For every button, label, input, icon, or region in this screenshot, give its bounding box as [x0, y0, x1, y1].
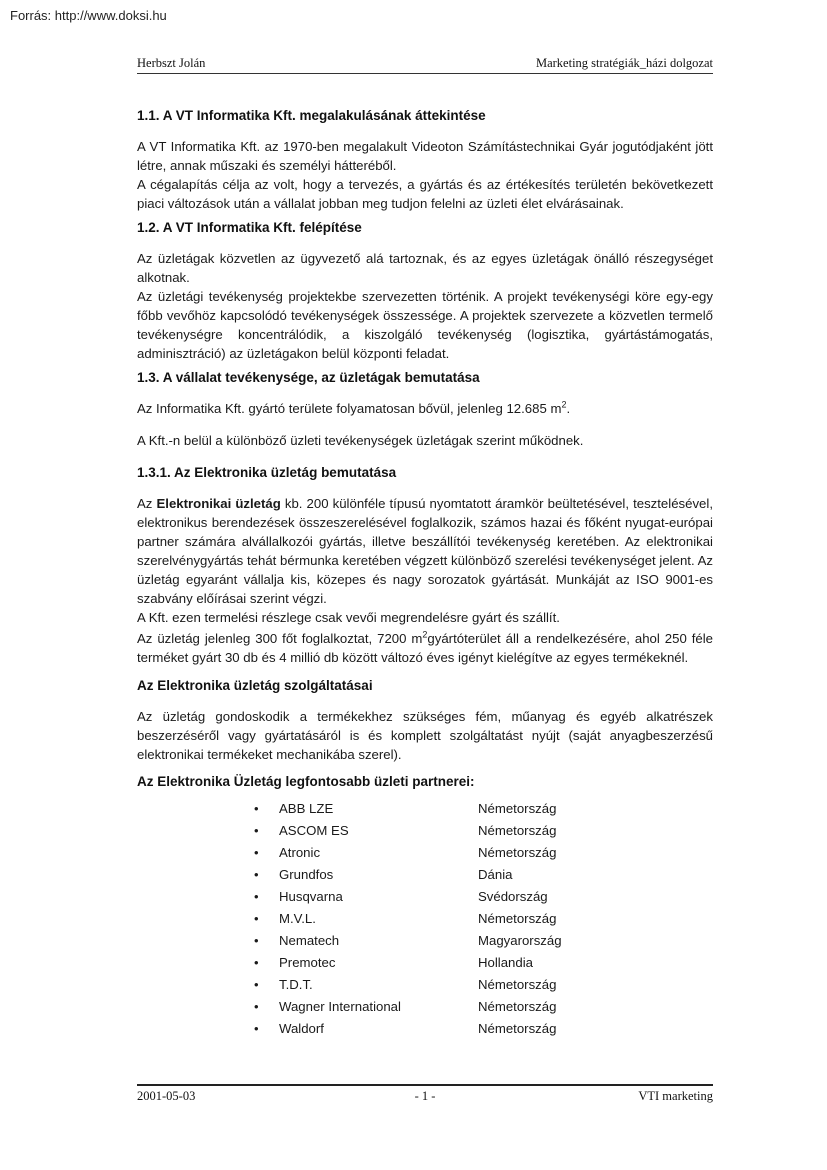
- partner-list: [137, 797, 713, 1039]
- partner-name: Wagner International: [279, 998, 401, 1014]
- running-header: [137, 55, 713, 74]
- bullet-icon: •: [254, 954, 259, 970]
- partner-country: Magyarország: [478, 932, 562, 948]
- section-heading-1-3-1: 1.3.1. Az Elektronika üzletág bemutatása: [137, 465, 397, 480]
- bold-run: Elektronikai üzletág: [156, 496, 281, 511]
- bullet-icon: •: [254, 888, 259, 904]
- paragraph: Az üzletág gondoskodik a termékekhez szükséges fém, műanyag és egyéb alkatrészek beszerzéséről vagy gyártatásáról is és komplett szolgáltatást nyújt (saját anyagbeszerzésű elektronikai termékeket mechanikába szerel).: [137, 709, 713, 762]
- partner-country: Németország: [478, 998, 557, 1014]
- paragraph-text: Az üzletág jelenleg 300 főt foglalkoztat, 7200 m: [137, 631, 423, 646]
- paragraph-text: Az: [137, 496, 157, 511]
- partner-country: Dánia: [478, 866, 513, 882]
- footer-date: 2001-05-03: [137, 1089, 196, 1103]
- partner-name: Waldorf: [279, 1020, 324, 1036]
- section-heading-1-1: 1.1. A VT Informatika Kft. megalakulásának áttekintése: [137, 108, 486, 123]
- bullet-icon: •: [254, 932, 259, 948]
- partner-name: ASCOM ES: [279, 822, 349, 838]
- footer-label: VTI marketing: [638, 1089, 713, 1103]
- partner-country: Németország: [478, 822, 557, 838]
- partner-country: Hollandia: [478, 954, 533, 970]
- paragraph: [137, 629, 713, 667]
- paragraph: [137, 494, 713, 608]
- bullet-icon: •: [254, 910, 259, 926]
- partner-row: [137, 995, 713, 1017]
- bullet-icon: •: [254, 998, 259, 1014]
- section-heading-1-3: 1.3. A vállalat tevékenysége, az üzletágak bemutatása: [137, 370, 480, 385]
- superscript-2: 2: [561, 399, 567, 410]
- bullet-icon: •: [254, 866, 259, 882]
- partner-country: Németország: [478, 910, 557, 926]
- partner-name: T.D.T.: [279, 976, 313, 992]
- partner-name: Nematech: [279, 932, 340, 948]
- paragraph: A VT Informatika Kft. az 1970-ben megalakult Videoton Számítástechnikai Gyár jogutódjaként jött létre, annak műszaki és személyi hátteréből.: [137, 139, 713, 173]
- paragraph: Az üzletágak közvetlen az ügyvezető alá tartoznak, és az egyes üzletágak önálló részegységet alkotnak.: [137, 251, 713, 285]
- partner-name: M.V.L.: [279, 910, 316, 926]
- partner-country: Németország: [478, 800, 557, 816]
- bullet-icon: •: [254, 844, 259, 860]
- bullet-icon: •: [254, 822, 259, 838]
- paragraph: [137, 399, 713, 418]
- partner-country: Németország: [478, 844, 557, 860]
- superscript-2: 2: [422, 629, 428, 640]
- partner-row: [137, 841, 713, 863]
- services-heading: Az Elektronika üzletág szolgáltatásai: [137, 678, 373, 693]
- paragraph: A Kft. ezen termelési részlege csak vevői megrendelésre gyárt és szállít.: [137, 610, 560, 625]
- partner-country: Németország: [478, 976, 557, 992]
- partner-row: [137, 929, 713, 951]
- partner-name: Husqvarna: [279, 888, 343, 904]
- paragraph: A cégalapítás célja az volt, hogy a tervezés, a gyártás és az értékesítés területén bekövetkezett piaci változások után a vállalat jobban meg tudjon felelni az üzleti élet elvárásainak.: [137, 177, 713, 211]
- partner-row: [137, 907, 713, 929]
- partner-row: [137, 885, 713, 907]
- paragraph-text: gyártóterület áll a rendelkezésére, ahol 250 féle terméket gyárt 30 db és 4 millió db között változó éves igényt kielégítve az egyes termékeknél.: [137, 631, 713, 665]
- running-footer: [137, 1084, 713, 1104]
- paragraph: Az üzletági tevékenység projektekbe szervezetten történik. A projekt tevékenységi köre egy-egy főbb vevőhöz kapcsolódó tevékenységek összessége. A projektek szervezete a közvetlen termelő tevékenységre koncentrálódik, a kiszolgáló tevékenység (logisztika, gyártástámogatás, adminisztráció) az üzletágakon belül központi feladat.: [137, 289, 713, 361]
- header-author: Herbszt Jolán: [137, 56, 206, 70]
- paragraph: A Kft.-n belül a különböző üzleti tevékenységek üzletágak szerint működnek.: [137, 433, 584, 448]
- partner-name: Atronic: [279, 844, 321, 860]
- partner-row: [137, 951, 713, 973]
- partner-name: Grundfos: [279, 866, 334, 882]
- paragraph-text: kb. 200 különféle típusú nyomtatott áramkör beültetésével, tesztelésével, elektronikus berendezések összeszerelésével foglalkozik, számos hazai és főként nyugat-európai partner számára alvállalkozói gyártás, illetve beszállítói tevékenység keretében. Az elektronikai szerelvénygyártás tehát bérmunka keretében végzett különböző szerelési tevékenységet jelent. Az üzletág egyaránt vállalja kis, közepes és nagy sorozatok gyártását. Munkáját az ISO 9001-es szabvány előírásai szerint végzi.: [137, 496, 713, 606]
- partner-row: [137, 1017, 713, 1039]
- paragraph-text: .: [566, 401, 571, 416]
- header-title: Marketing stratégiák_házi dolgozat: [535, 56, 713, 70]
- bullet-icon: •: [254, 976, 259, 992]
- footer-page-number: - 1 -: [414, 1089, 436, 1103]
- section-heading-1-2: 1.2. A VT Informatika Kft. felépítése: [137, 220, 362, 235]
- partner-country: Németország: [478, 1020, 557, 1036]
- source-url: Forrás: http://www.doksi.hu: [10, 8, 167, 23]
- page-content: [137, 55, 713, 1039]
- partner-country: Svédország: [478, 888, 548, 904]
- partner-row: [137, 973, 713, 995]
- partner-row: [137, 863, 713, 885]
- partner-name: ABB LZE: [279, 800, 334, 816]
- partners-heading: Az Elektronika Üzletág legfontosabb üzleti partnerei:: [137, 774, 475, 789]
- bullet-icon: •: [254, 800, 259, 816]
- partner-row: [137, 819, 713, 841]
- bullet-icon: •: [254, 1020, 259, 1036]
- partner-row: [137, 797, 713, 819]
- paragraph-text: Az Informatika Kft. gyártó területe folyamatosan bővül, jelenleg 12.685 m: [137, 401, 562, 416]
- partner-name: Premotec: [279, 954, 336, 970]
